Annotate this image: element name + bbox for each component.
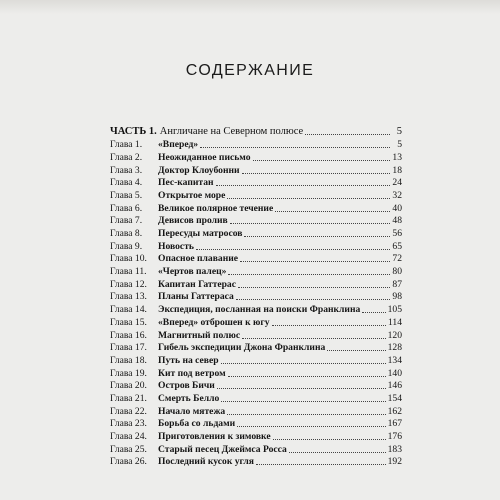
dot-leader: [240, 261, 390, 262]
toc-entry: [110, 404, 402, 417]
dot-leader: [227, 414, 385, 415]
chapter-number: Глава 1.: [110, 139, 143, 151]
toc-entry: [110, 366, 402, 379]
toc-entry: [110, 315, 402, 328]
chapter-page-number: 72: [392, 253, 402, 265]
chapter-title: «Вперед»: [158, 139, 199, 151]
chapter-number: Глава 11.: [110, 266, 147, 278]
chapter-number: Глава 20.: [110, 380, 147, 392]
dot-leader: [228, 274, 390, 275]
toc-entry: [110, 214, 402, 227]
chapter-title: Неожиданное письмо: [158, 151, 251, 163]
dot-leader: [242, 173, 390, 174]
chapter-page-number: 40: [392, 202, 402, 214]
chapter-page-number: 134: [387, 354, 402, 366]
part-title: Англичане на Северном полюсе: [159, 126, 304, 137]
toc-entry: [110, 341, 402, 354]
chapter-page-number: 32: [392, 189, 402, 201]
chapter-page-number: 146: [387, 380, 402, 392]
chapter-number: Глава 24.: [110, 431, 147, 442]
dot-leader: [221, 363, 386, 364]
toc-entry: [110, 188, 402, 201]
part-page-number: 5: [396, 126, 402, 137]
dot-leader: [217, 388, 386, 389]
toc-entry: [110, 150, 402, 163]
dot-leader: [362, 312, 385, 313]
chapter-number: Глава 14.: [110, 304, 147, 316]
chapter-number: Глава 13.: [110, 291, 147, 303]
chapter-page-number: 48: [392, 215, 402, 227]
chapter-title: Открытое море: [158, 189, 226, 201]
dot-leader: [275, 211, 390, 212]
chapter-title: Капитан Гаттерас: [158, 278, 236, 290]
chapter-title: Новость: [158, 240, 194, 252]
dot-leader: [236, 299, 390, 300]
toc-entry: [110, 226, 402, 239]
toc-entry: [110, 302, 402, 315]
dot-leader: [227, 198, 390, 199]
toc-entry: [110, 252, 402, 265]
chapter-number: Глава 25.: [110, 443, 147, 455]
dot-leader: [253, 160, 390, 161]
chapter-page-number: 105: [387, 304, 402, 316]
chapter-number: Глава 15.: [110, 316, 147, 328]
chapter-number: Глава 26.: [110, 456, 147, 468]
chapter-title: Последний кусок угля: [158, 456, 254, 468]
toc-entry: [110, 328, 402, 341]
dot-leader: [272, 325, 386, 326]
chapter-page-number: 65: [392, 240, 402, 252]
chapter-page-number: 140: [387, 367, 402, 379]
chapter-title: Борьба со льдами: [158, 418, 236, 430]
chapter-page-number: 87: [392, 278, 402, 290]
chapter-number: Глава 12.: [110, 278, 147, 290]
chapter-number: Глава 3.: [110, 164, 143, 176]
toc-entry: [110, 353, 402, 366]
chapter-title: Начало мятежа: [158, 405, 226, 417]
part-heading: [110, 123, 402, 137]
chapter-page-number: 192: [387, 456, 402, 468]
previous-page-edge: [0, 0, 500, 14]
chapter-title: Путь на север: [158, 354, 219, 366]
dot-leader: [238, 287, 390, 288]
chapter-page-number: 128: [387, 342, 402, 354]
dot-leader: [305, 134, 390, 135]
part-number: ЧАСТЬ 1.: [110, 126, 157, 137]
dot-leader: [242, 338, 386, 339]
chapter-page-number: 98: [392, 291, 402, 303]
chapter-page-number: 120: [387, 329, 402, 341]
toc-entry: [110, 163, 402, 176]
chapter-number: Глава 6.: [110, 202, 143, 214]
toc-entry: [110, 201, 402, 214]
chapter-title: «Вперед» отброшен к югу: [158, 316, 270, 328]
dot-leader: [273, 439, 386, 440]
toc-entry: [110, 391, 402, 404]
toc-entry: [110, 138, 402, 151]
dot-leader: [196, 249, 390, 250]
toc-entry: [110, 429, 402, 442]
dot-leader: [327, 350, 385, 351]
chapter-number: Глава 2.: [110, 151, 143, 163]
chapter-number: Глава 23.: [110, 418, 147, 430]
dot-leader: [216, 185, 390, 186]
toc-entry: [110, 277, 402, 290]
chapter-title: Пес-капитан: [158, 177, 214, 189]
dot-leader: [237, 426, 385, 427]
chapter-page-number: 154: [387, 392, 402, 404]
chapter-title: Смерть Белло: [158, 392, 220, 404]
chapter-title: Доктор Клоубонни: [158, 164, 240, 176]
chapter-page-number: 5: [397, 139, 402, 151]
chapter-page-number: 13: [392, 151, 402, 163]
chapter-title: Остров Бичи: [158, 380, 215, 392]
dot-leader: [289, 452, 386, 453]
chapter-title: Великое полярное течение: [158, 202, 274, 214]
toc-entry: [110, 379, 402, 392]
table-of-contents: [110, 138, 402, 468]
chapter-number: Глава 10.: [110, 253, 147, 265]
chapter-page-number: 114: [387, 316, 402, 328]
chapter-page-number: 56: [392, 228, 402, 239]
page-title: СОДЕРЖАНИЕ: [185, 62, 315, 79]
chapter-title: «Чертов палец»: [158, 266, 227, 278]
chapter-title: Старый песец Джеймса Росса: [158, 443, 287, 455]
chapter-number: Глава 5.: [110, 189, 143, 201]
chapter-page-number: 80: [392, 266, 402, 278]
chapter-number: Глава 9.: [110, 240, 143, 252]
chapter-title: Экспедиция, посланная на поиски Франклина: [158, 304, 361, 316]
chapter-page-number: 162: [387, 405, 402, 417]
toc-entry: [110, 417, 402, 430]
toc-entry: [110, 290, 402, 303]
chapter-number: Глава 21.: [110, 392, 147, 404]
chapter-number: Глава 17.: [110, 342, 147, 354]
chapter-title: Опасное плавание: [158, 253, 239, 265]
chapter-page-number: 24: [392, 177, 402, 189]
chapter-page-number: 183: [387, 443, 402, 455]
chapter-title: Планы Гаттераса: [158, 291, 234, 303]
chapter-number: Глава 19.: [110, 367, 147, 379]
toc-entry: [110, 239, 402, 252]
chapter-number: Глава 18.: [110, 354, 147, 366]
chapter-number: Глава 16.: [110, 329, 147, 341]
toc-entry: [110, 442, 402, 455]
chapter-number: Глава 4.: [110, 177, 143, 189]
toc-entry: [110, 176, 402, 189]
chapter-title: Пересуды матросов: [158, 228, 243, 239]
toc-entry: [110, 455, 402, 468]
chapter-title: Магнитный полюс: [158, 329, 241, 341]
chapter-page-number: 167: [387, 418, 402, 430]
dot-leader: [230, 223, 390, 224]
chapter-number: Глава 8.: [110, 228, 143, 239]
chapter-title: Девисов пролив: [158, 215, 228, 227]
chapter-number: Глава 7.: [110, 215, 143, 227]
chapter-title: Гибель экспедиции Джона Франклина: [158, 342, 326, 354]
chapter-title: Кит под ветром: [158, 367, 226, 379]
toc-entry: [110, 264, 402, 277]
chapter-number: Глава 22.: [110, 405, 147, 417]
dot-leader: [256, 464, 386, 465]
dot-leader: [228, 376, 386, 377]
chapter-page-number: 176: [387, 431, 402, 442]
chapter-title: Приготовления к зимовке: [158, 431, 271, 442]
dot-leader: [200, 147, 390, 148]
dot-leader: [221, 401, 385, 402]
chapter-page-number: 18: [392, 164, 402, 176]
dot-leader: [244, 236, 390, 237]
